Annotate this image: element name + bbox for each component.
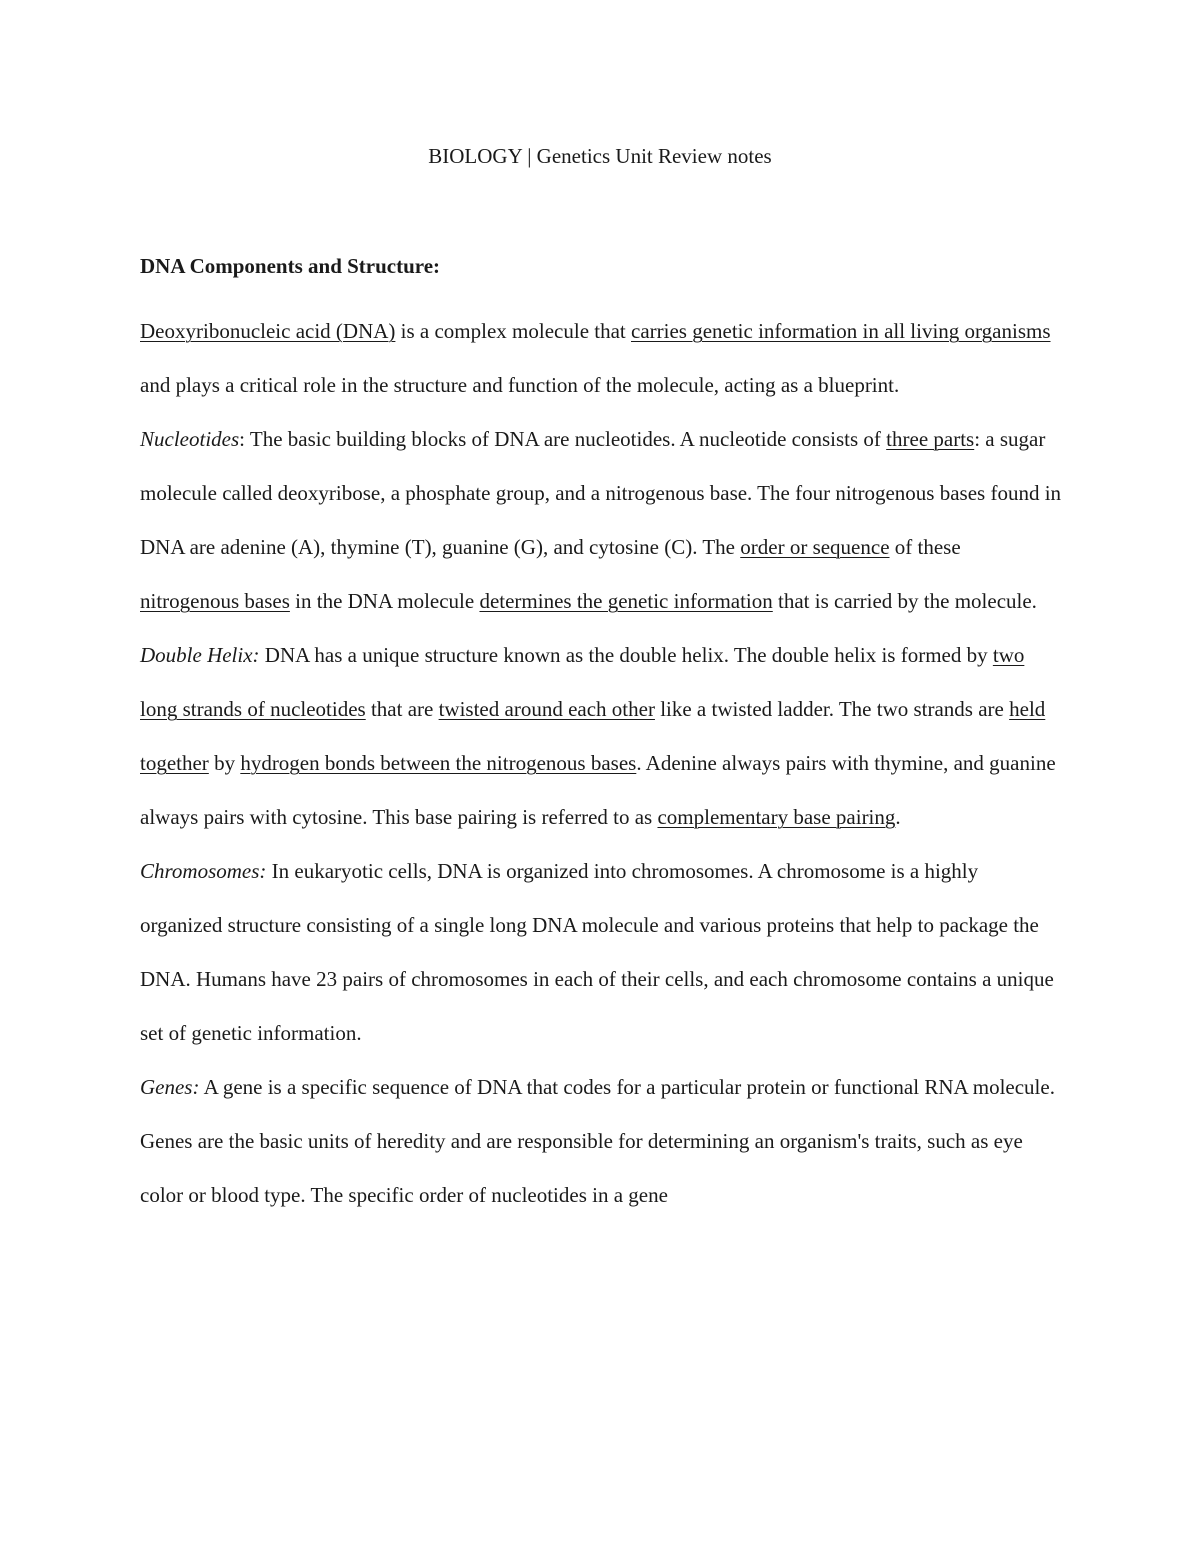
underlined-phrase: hydrogen bonds between the nitrogenous bases xyxy=(240,751,637,775)
paragraph-label: Chromosomes: xyxy=(140,859,267,883)
underlined-phrase: three parts xyxy=(886,427,975,451)
text-run: of these xyxy=(889,535,961,559)
underlined-term: Deoxyribonucleic acid (DNA) xyxy=(140,319,396,343)
text-run: that is carried by the molecule. xyxy=(772,589,1037,613)
section-heading: DNA Components and Structure: xyxy=(140,254,441,278)
text-run: : a sugar molecule called deoxyribose, a phosphate group, and a nitrogenous base. The four nitrogenous bases found in DNA are adenine (A), thymine (T), guanine (G), and cytosine (C). The xyxy=(140,427,1062,559)
text-run: is a complex molecule that xyxy=(395,319,631,343)
text-run: DNA has a unique structure known as the double helix. The double helix is formed by xyxy=(259,643,993,667)
text-run: in the DNA molecule xyxy=(289,589,480,613)
text-run: like a twisted ladder. The two strands are xyxy=(654,697,1010,721)
nucleotides-paragraph xyxy=(140,412,1065,628)
double-helix-paragraph xyxy=(140,628,1065,844)
underlined-phrase: nitrogenous bases xyxy=(140,589,290,613)
text-run: . Adenine always pairs with thymine, and guanine always pairs with cytosine. This base pairing is referred to as xyxy=(140,751,1056,829)
document-title: BIOLOGY | Genetics Unit Review notes xyxy=(428,144,772,168)
intro-paragraph xyxy=(140,304,1065,412)
underlined-phrase: carries genetic information in all living organisms xyxy=(631,319,1051,343)
paragraph-label: Genes: xyxy=(140,1075,200,1099)
text-run: : The basic building blocks of DNA are nucleotides. A nucleotide consists of xyxy=(239,427,887,451)
text-run: and plays a critical role in the structure and function of the molecule, acting as a blueprint. xyxy=(140,373,900,397)
underlined-phrase: two long strands of nucleotides xyxy=(140,643,1025,721)
text-run: by xyxy=(208,751,241,775)
underlined-phrase: held together xyxy=(140,697,1046,775)
paragraph-label: Double Helix: xyxy=(140,643,260,667)
text-run: In eukaryotic cells, DNA is organized into chromosomes. A chromosome is a highly organized structure consisting of a single long DNA molecule and various proteins that help to package the DNA. Humans have 23 pairs of chromosomes in each of their cells, and each chromosome contains a unique set of genetic information. xyxy=(140,859,1054,1045)
underlined-phrase: complementary base pairing xyxy=(657,805,896,829)
underlined-phrase: order or sequence xyxy=(740,535,890,559)
genes-paragraph xyxy=(140,1060,1065,1222)
underlined-phrase: determines the genetic information xyxy=(479,589,773,613)
underlined-phrase: twisted around each other xyxy=(438,697,655,721)
text-run: that are xyxy=(365,697,439,721)
paragraph-label: Nucleotides xyxy=(140,427,240,451)
text-run: . xyxy=(895,805,901,829)
document-body xyxy=(140,304,1065,1222)
chromosomes-paragraph xyxy=(140,844,1065,1060)
text-run: A gene is a specific sequence of DNA that codes for a particular protein or functional RNA molecule. Genes are the basic units of heredity and are responsible for determining an organism's traits, such as eye color or blood type. The specific order of nucleotides in a gene xyxy=(140,1075,1055,1207)
